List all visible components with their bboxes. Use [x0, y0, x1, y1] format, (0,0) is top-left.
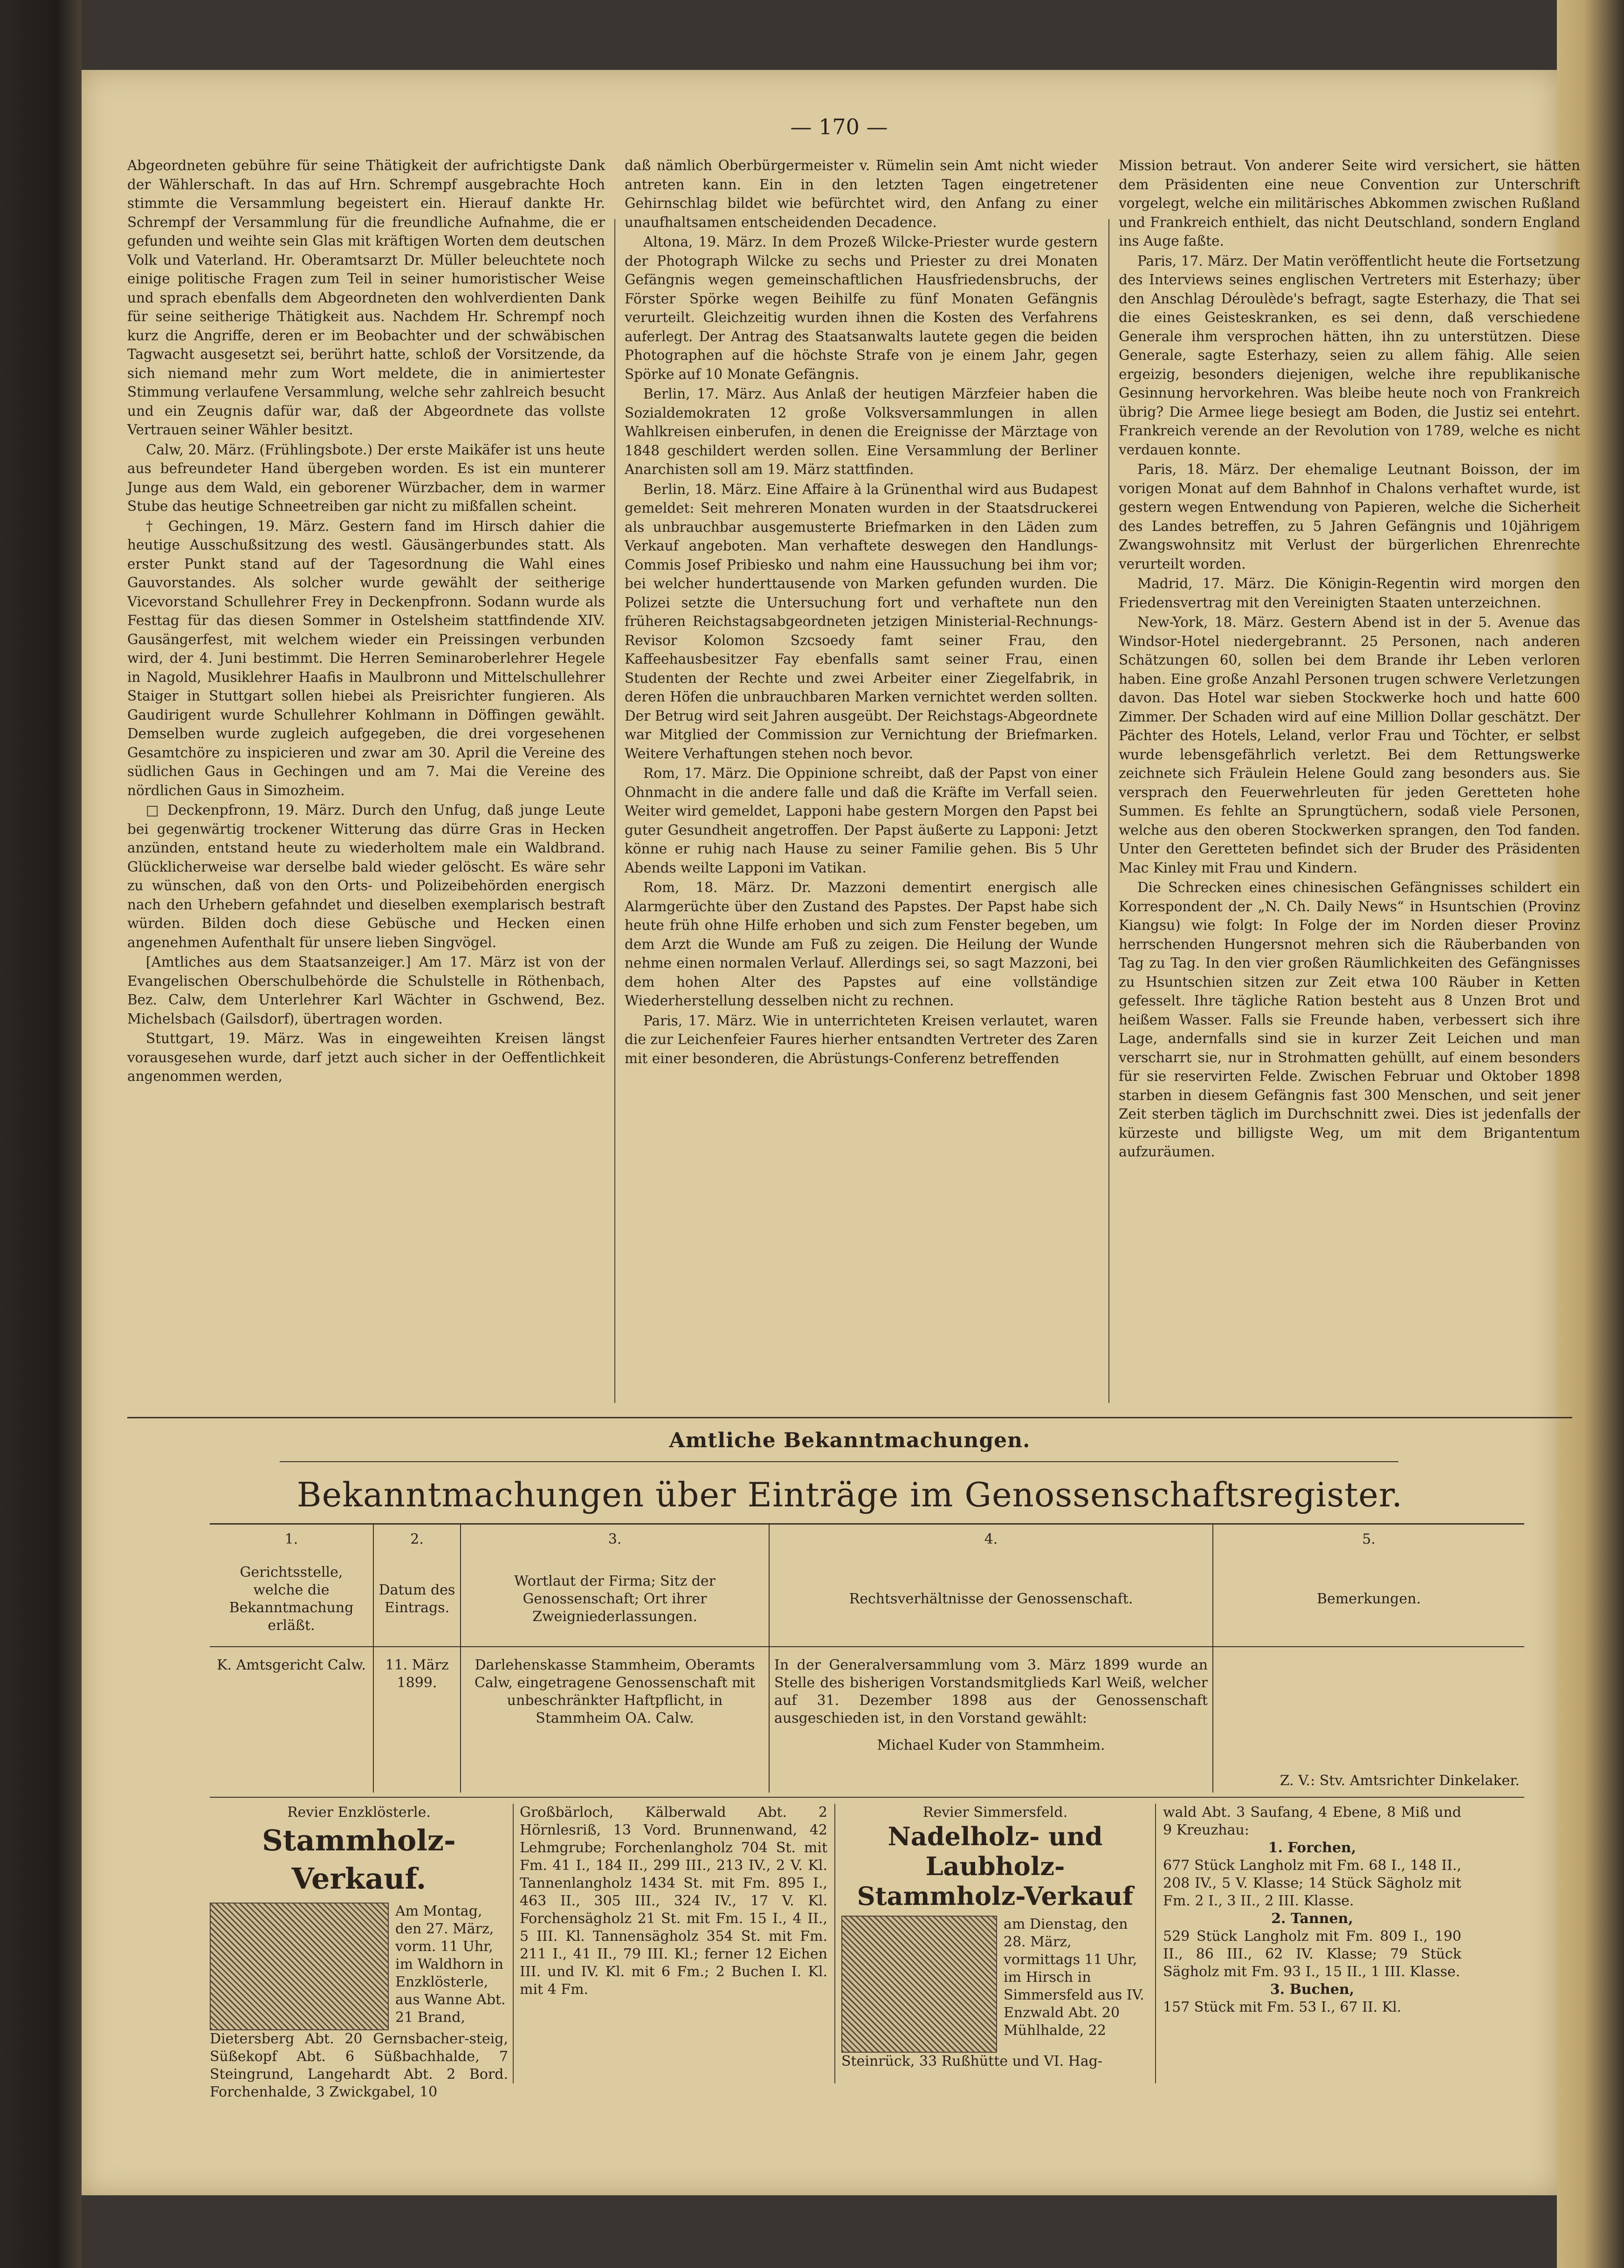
article-paragraph: Mission betraut. Von anderer Seite wird versichert, sie hätten dem Präsidenten eine neue Convention zur Unterschrift vorgelegt, welche ein militärisches Abkommen zwischen Rußland und Frankreich enthielt, das nicht Deutschland, sondern England ins Auge faßte. — [1119, 158, 1580, 249]
column-header: Bemerkungen. — [1213, 1552, 1524, 1647]
ad-text: Großbärloch, Kälberwald Abt. 2 Hörnlesriß, 13 Vord. Brunnenwand, 42 Lehmgrube; Forchenlangholz 704 St. mit Fm. 41 I., 184 II., 299 III., 213 IV., 2 V. Kl. Tannenlangholz 1434 St. mit Fm. 895 I., 463 II., 305 III., 324 IV., 17 V. Kl. Forchensägholz 21 St. mit Fm. 15 I., 4 II., 5 III. Kl. Tannensägholz 354 St. mit Fm. 211 I., 41 II., 79 III. Kl.; ferner 12 Eichen III. und IV. Kl. mit 6 Fm.; 2 Buchen I. Kl. mit 4 Fm. — [520, 1804, 827, 1998]
ad-subheading: 1. Forchen, — [1268, 1840, 1356, 1856]
section-rule — [210, 1797, 1524, 1798]
article-paragraph: New-York, 18. März. Gestern Abend ist in der 5. Avenue das Windsor-Hotel niedergebrannt. 25 Personen, nach anderen Schätzungen 60, sollen bei dem Brande ihr Leben verloren haben. Eine große Anzahl Personen trugen schwere Verletzungen davon. Das Hotel war sieben Stockwerke hoch und hatte 600 Zimmer. Der Schaden wird auf eine Million Dollar geschätzt. Der Pächter des Hotels, Leland, verlor Frau und Töchter, er selbst wurde lebensgefährlich verletzt. Bei dem Rettungswerke zeichnete sich Fräulein Helene Gould zang besonders aus. Sie versprach den Feuerwehrleuten für jeden Geretteten hohe Summen. Es fehlte an Sprungtüchern, sodaß viele Personen, welche aus den oberen Stockwerken sprangen, den Tod fanden. Unter den Geretteten befindet sich der Bruder des Präsidenten Mac Kinley mit Frau und Kindern. — [1119, 614, 1580, 876]
article-paragraph: Madrid, 17. März. Die Königin-Regentin wird morgen den Friedensvertrag mit den Vereinigten Staaten unterzeichnen. — [1119, 576, 1580, 611]
table-cell: Darlehenskasse Stammheim, Oberamts Calw, eingetragene Genossenschaft mit unbeschränkter Haftpflicht, in Stammheim OA. Calw. — [461, 1647, 769, 1793]
table-header-row — [210, 1552, 1524, 1647]
article-paragraph: Abgeordneten gebühre für seine Thätigkeit der aufrichtigste Dank der Wählerschaft. In das auf Hrn. Schrempf ausgebrachte Hoch stimmte die Versammlung begeistert ein. Hierauf dankte Hr. Schrempf der Versammlung für die freundliche Aufnahme, die er gefunden und weihte sein Glas mit kräftigen Worten dem deutschen Volk und Vaterland. Hr. Oberamtsarzt Dr. Müller beleuchtete noch einige politische Fragen zum Teil in seiner humoristischer Weise und sprach ebenfalls dem Abgeordneten den wohlverdienten Dank für seine seitherige Thätigkeit aus. Nachdem Hr. Schrempf noch kurz die Angriffe, deren er im Beobachter und der schwäbischen Tagwacht ausgesetzt sei, berührt hatte, schloß der Vorsitzende, da sich niemand mehr zum Wort meldete, die in animiertester Stimmung verlaufene Versammlung, welche sehr zahlreich besucht und ein Zeugnis dafür war, daß der Abgeordnete das vollste Vertrauen seiner Wähler besitzt. — [127, 158, 605, 438]
article-paragraph: □ Deckenpfronn, 19. März. Durch den Unfug, daß junge Leute bei gegenwärtig trockener Witterung das dürre Gras in Hecken anzünden, entstand heute zu wiederholtem male ein Waldbrand. Glücklicherweise war derselbe bald wieder gelöscht. Es wäre sehr zu wünschen, daß von den Orts- und Polizeibehörden energisch nach den Urhebern gefahndet und dieselben exemplarisch bestraft würden. Bilden doch diese Gebüsche und Hecken einen angenehmen Aufenthalt für unsere lieben Singvögel. — [127, 802, 605, 950]
table-cell: 11. März 1899. — [373, 1647, 461, 1793]
col-number: 5. — [1213, 1524, 1524, 1552]
register-table — [210, 1524, 1524, 1793]
column-2 — [625, 156, 1098, 1069]
ad-text: am Dienstag, den 28. März, vormittags 11 Uhr, im Hirsch in Simmersfeld aus IV. Enzwald Abt. 20 Mühlhalde, 22 — [1004, 1916, 1144, 2039]
table-cell — [1213, 1647, 1524, 1793]
ad-title: Stammholz-Verkauf. — [262, 1823, 456, 1896]
ad-subheading: 2. Tannen, — [1271, 1911, 1353, 1927]
column-header: Datum des Eintrags. — [373, 1552, 461, 1647]
column-header: Wortlaut der Firma; Sitz der Genossenschaft; Ort ihrer Zweigniederlassungen. — [461, 1552, 769, 1647]
col-number: 3. — [461, 1524, 769, 1552]
ad-revier: Revier Enzklösterle. — [287, 1804, 431, 1821]
article-paragraph: † Gechingen, 19. März. Gestern fand im Hirsch dahier die heutige Ausschußsitzung des westl. Gäusängerbundes statt. Als erster Punkt stand auf der Tagesordnung die Wahl eines Gauvorstandes. Als solcher wurde gewählt der seitherige Vicevorstand Schullehrer Frey in Deckenpfronn. Sodann wurde als Festtag für das diesen Sommer in Ostelsheim stattfindende XIV. Gausängerfest, mit welchem wieder ein Preissingen verbunden wird, der 4. Juni bestimmt. Die Herren Seminaroberlehrer Hegele in Nagold, Musiklehrer Haafis in Maulbronn und Mittelschullehrer Staiger in Stuttgart sollen hiebei als Preisrichter fungieren. Als Gaudirigent wurde Schullehrer Kohlmann in Döffingen gewählt. Demselben wurde zugleich aufgegeben, die drei vorgesehenen Gesamtchöre zu inspicieren und zwar am 30. April die Vereine des südlichen Gaus in Gechingen und am 7. Mai die Vereine des nördlichen Gaus in Simozheim. — [127, 518, 605, 798]
column-header: Gerichtsstelle, welche die Bekanntmachung erläßt. — [210, 1552, 373, 1647]
col-number: 1. — [284, 1531, 298, 1547]
book-spine — [0, 0, 82, 2268]
article-paragraph: Paris, 17. März. Der Matin veröffentlicht heute die Fortsetzung des Interviews seines englischen Vertreters mit Esterhazy; über den Anschlag Déroulède's befragt, sagte Esterhazy, die That sei die eines Geisteskranken, es sei denn, daß verschiedene Generale ihm versprochen hätten, ihn zu unterstützen. Diese Generale, sagte Esterhazy, seien zu allem fähig. Alle seien ergeizig, besonders diejenigen, welche ihre republikanische Gesinnung hervorkehren. Was bleibe heute noch von Frankreich übrig? Die Armee liege besiegt am Boden, die Justiz sei entehrt. Frankreich verende an der Revolution von 1789, welche es nicht verdauen konnte. — [1119, 253, 1580, 458]
table-cell: K. Amtsgericht Calw. — [217, 1657, 366, 1673]
column-1 — [127, 156, 605, 1087]
table-row — [210, 1647, 1524, 1793]
page-number: — 170 — — [790, 114, 888, 139]
section-rule — [280, 1461, 1398, 1462]
article-paragraph: Altona, 19. März. In dem Prozeß Wilcke-Priester wurde gestern der Photograph Wilcke zu sechs und Priester zu drei Monaten Gefängnis wegen gemeinschaftlichen Hausfriedensbruchs, der Förster Spörke wegen Beihilfe zu fünf Monaten Gefängnis verurteilt. Gleichzeitig wurden ihnen die Kosten des Verfahrens auferlegt. Der Antrag des Staatsanwalts lautete gegen die beiden Photographen auf die höchste Strafe von je einem Jahr, gegen Spörke auf 10 Monate Gefängnis. — [625, 234, 1098, 382]
article-paragraph: Rom, 17. März. Die Oppinione schreibt, daß der Papst von einer Ohnmacht in die andere falle und daß die Kräfte im Verfall seien. Weiter wird gemeldet, Lapponi habe gestern Morgen den Papst bei guter Gesundheit angetroffen. Der Papst äußerte zu Lapponi: Jetzt könne er ruhig nach Hause zu seiner Familie gehen. Bis 5 Uhr Abends weilte Lapponi im Vatikan. — [625, 765, 1098, 876]
ad-subheading: 3. Buchen, — [1270, 1981, 1355, 1998]
ad-divider — [513, 1804, 514, 2083]
ad-text: 529 Stück Langholz mit Fm. 809 I., 190 II., 86 III., 62 IV. Klasse; 79 Stück Sägholz mit Fm. 93 I., 15 II., 1 III. Klasse. — [1163, 1928, 1461, 1980]
ad-text: 157 Stück mit Fm. 53 I., 67 II. Kl. — [1163, 1999, 1402, 2015]
ad-text: Am Montag, den 27. März, vorm. 11 Uhr, im Waldhorn in Enzklösterle, aus Wanne Abt. 21 Brand, — [395, 1903, 506, 2026]
ad-title: Nadelholz- und Laubholz-Stammholz-Verkauf — [857, 1821, 1134, 1911]
column-header: Rechtsverhältnisse der Genossenschaft. — [769, 1552, 1213, 1647]
woodcut-image — [210, 1903, 389, 2030]
col-number: 2. — [373, 1524, 461, 1552]
table-cell — [769, 1647, 1213, 1793]
col-number: 4. — [769, 1524, 1213, 1552]
amtliche-header: Amtliche Bekanntmachungen. — [669, 1429, 1031, 1452]
article-paragraph: Berlin, 17. März. Aus Anlaß der heutigen Märzfeier haben die Sozialdemokraten 12 große Volksversammlungen in allen Wahlkreisen einberufen, in denen die Ereignisse der Märztage von 1848 geschildert werden sollen. Eine Versammlung der Berliner Anarchisten soll am 19. März stattfinden. — [625, 386, 1098, 477]
ad-text: 677 Stück Langholz mit Fm. 68 I., 148 II., 208 IV., 5 V. Klasse; 14 Stück Sägholz mit Fm. 2 I., 3 II., 2 III. Klasse. — [1163, 1857, 1461, 1909]
ad-nadelholz-simmersfeld — [841, 1804, 1149, 2070]
article-paragraph: Calw, 20. März. (Frühlingsbote.) Der erste Maikäfer ist uns heute aus befreundeter Hand übergeben worden. Es ist ein munterer Junge aus dem Wald, ein geborener Würzbacher, dem in warmer Stube das heutige Schneetreiben gar nicht zu mißfallen scheint. — [127, 441, 605, 514]
rechtsverhaeltnis-text: In der Generalversammlung vom 3. März 1899 wurde an Stelle des bisherigen Vorstandsmitglieds Karl Weiß, welcher auf 31. Dezember 1898 aus der Genossenschaft ausgeschieden ist, in den Vorstand gewählt: — [774, 1657, 1208, 1726]
table-row — [210, 1524, 1524, 1552]
column-divider — [614, 219, 615, 1403]
signature: Z. V.: Stv. Amtsrichter Dinkelaker. — [1280, 1773, 1520, 1789]
ad-revier: Revier Simmersfeld. — [922, 1804, 1068, 1821]
rechtsverhaeltnis-name: Michael Kuder von Stammheim. — [877, 1737, 1105, 1753]
ad-body — [210, 1903, 508, 2030]
article-paragraph: Berlin, 18. März. Eine Affaire à la Grünenthal wird aus Budapest gemeldet: Seit mehreren Monaten wurden in der Staatsdruckerei als unbrauchbar ausgemusterte Briefmarken in den Läden zum Verkauf angeboten. Man verhaftete deswegen den Handlungs-Commis Josef Pribiesko und nahm eine Haussuchung bei ihm vor; bei welcher hunderttausende von Marken gefunden wurden. Die Polizei setzte die Untersuchung fort und verhaftete nun den früheren Reichstagsabgeordneten jetzigen Ministerial-Rechnungs-Revisor Kolomon Szcsoedy famt seiner Frau, den Kaffeehausbesitzer Fay ebenfalls samt seiner Frau, einen Studenten der Rechte und zwei Arbeiter einer Ziegelfabrik, in deren Höfen die unbrauchbaren Marken vernichtet werden sollten. Der Betrug wird seit Jahren ausgeübt. Der Reichstags-Abgeordnete war Mitglied der Commission zur Vernichtung der Briefmarken. Weitere Verhaftungen stehen noch bevor. — [625, 481, 1098, 762]
ad-continuation — [520, 1804, 827, 1999]
section-rule — [127, 1417, 1572, 1418]
article-paragraph: Die Schrecken eines chinesischen Gefängnisses schildert ein Korrespondent der „N. Ch. Daily News“ in Hsuntschien (Provinz Kiangsu) wie folgt: In Folge der im Norden dieser Provinz herrschenden Hungersnot mehren sich die Räuberbanden von Tag zu Tag. In den vier großen Räumlichkeiten des Gefängnisses zu Hsuntschien sitzen zur Zeit etwa 100 Räuber in Ketten gefesselt. Ihre tägliche Ration besteht aus 8 Unzen Brot und heißem Wasser. Falls sie Freunde haben, verbessert sich ihre Lage, andernfalls sind sie in kurzer Zeit Leichen und man verscharrt sie, nur in Strohmatten gehüllt, auf einem besonders für sie reservirten Felde. Zwischen Februar und Oktober 1898 starben in diesem Gefängnis fast 300 Menschen, und seit jener Zeit sterben täglich im Durchschnitt zwei. Dies ist jedenfalls der kürzeste und billigste Weg, um mit dem Brigantentum aufzuräumen. — [1119, 880, 1580, 1160]
article-paragraph: Stuttgart, 19. März. Was in eingeweihten Kreisen längst vorausgesehen wurde, darf jetzt auch sicher in der Oeffentlichkeit angenommen werden, — [127, 1031, 605, 1084]
article-paragraph: [Amtliches aus dem Staatsanzeiger.] Am 17. März ist von der Evangelischen Oberschulbehörde die Schulstelle in Röthenbach, Bez. Calw, dem Unterlehrer Karl Wächter in Gschwend, Bez. Michelsbach (Gailsdorf), übertragen worden. — [127, 954, 605, 1027]
article-paragraph: Paris, 18. März. Der ehemalige Leutnant Boisson, der im vorigen Monat auf dem Bahnhof in Chalons verhaftet wurde, ist gestern wegen Entwendung von Papieren, welche die Sicherheit des Landes betreffen, zu 5 Jahren Gefängnis und 10jährigem Zwangswohnsitz mit Verlust der bürgerlichen Ehrenrechte verurteilt worden. — [1119, 461, 1580, 572]
ad-text: wald Abt. 3 Saufang, 4 Ebene, 8 Miß und 9 Kreuzhau: — [1163, 1804, 1461, 1838]
register-header: Bekanntmachungen über Einträge im Genossenschaftsregister. — [296, 1475, 1403, 1514]
ad-divider — [1155, 1804, 1156, 2083]
article-paragraph: Paris, 17. März. Wie in unterrichteten Kreisen verlautet, waren die zur Leichenfeier Faures hierher entsandten Vertreter des Zaren mit einer besonderen, die Abrüstungs-Conferenz betreffenden — [625, 1012, 1098, 1066]
ad-divider — [834, 1804, 835, 2083]
column-3 — [1119, 156, 1580, 1162]
woodcut-image — [841, 1916, 997, 2053]
column-divider — [1108, 219, 1109, 1403]
article-paragraph: Rom, 18. März. Dr. Mazzoni dementirt energisch alle Alarmgerüchte über den Zustand des Papstes. Der Papst habe sich heute früh ohne Hilfe erhoben und sich zum Fenster begeben, um dem Arzt die Wunde am Fuß zu zeigen. Die Heilung der Wunde nehme einen normalen Verlauf. Allerdings sei, so sagt Mazzoni, bei dem hohen Alter des Papstes auf eine vollständige Wiederherstellung desselben nicht zu rechnen. — [625, 880, 1098, 1009]
ad-text: Dietersberg Abt. 20 Gernsbacher-steig, Süßekopf Abt. 6 Süßbachhalde, 7 Steingrund, Langehardt Abt. 2 Bord. Forchenhalde, 3 Zwickgabel, 10 — [210, 2031, 508, 2100]
article-paragraph: daß nämlich Oberbürgermeister v. Rümelin sein Amt nicht wieder antreten kann. Ein in den letzten Tagen eingetretener Gehirnschlag bildet wie befürchtet wird, den Anfang zu einer unaufhaltsamen entscheidenden Decadence. — [625, 158, 1098, 230]
ad-stammholz-enzkloesterle — [210, 1804, 508, 2101]
ad-continuation-right — [1163, 1804, 1461, 2016]
ad-body — [841, 1916, 1149, 2053]
ad-text: Steinrück, 33 Rußhütte und VI. Hag- — [841, 2053, 1103, 2069]
